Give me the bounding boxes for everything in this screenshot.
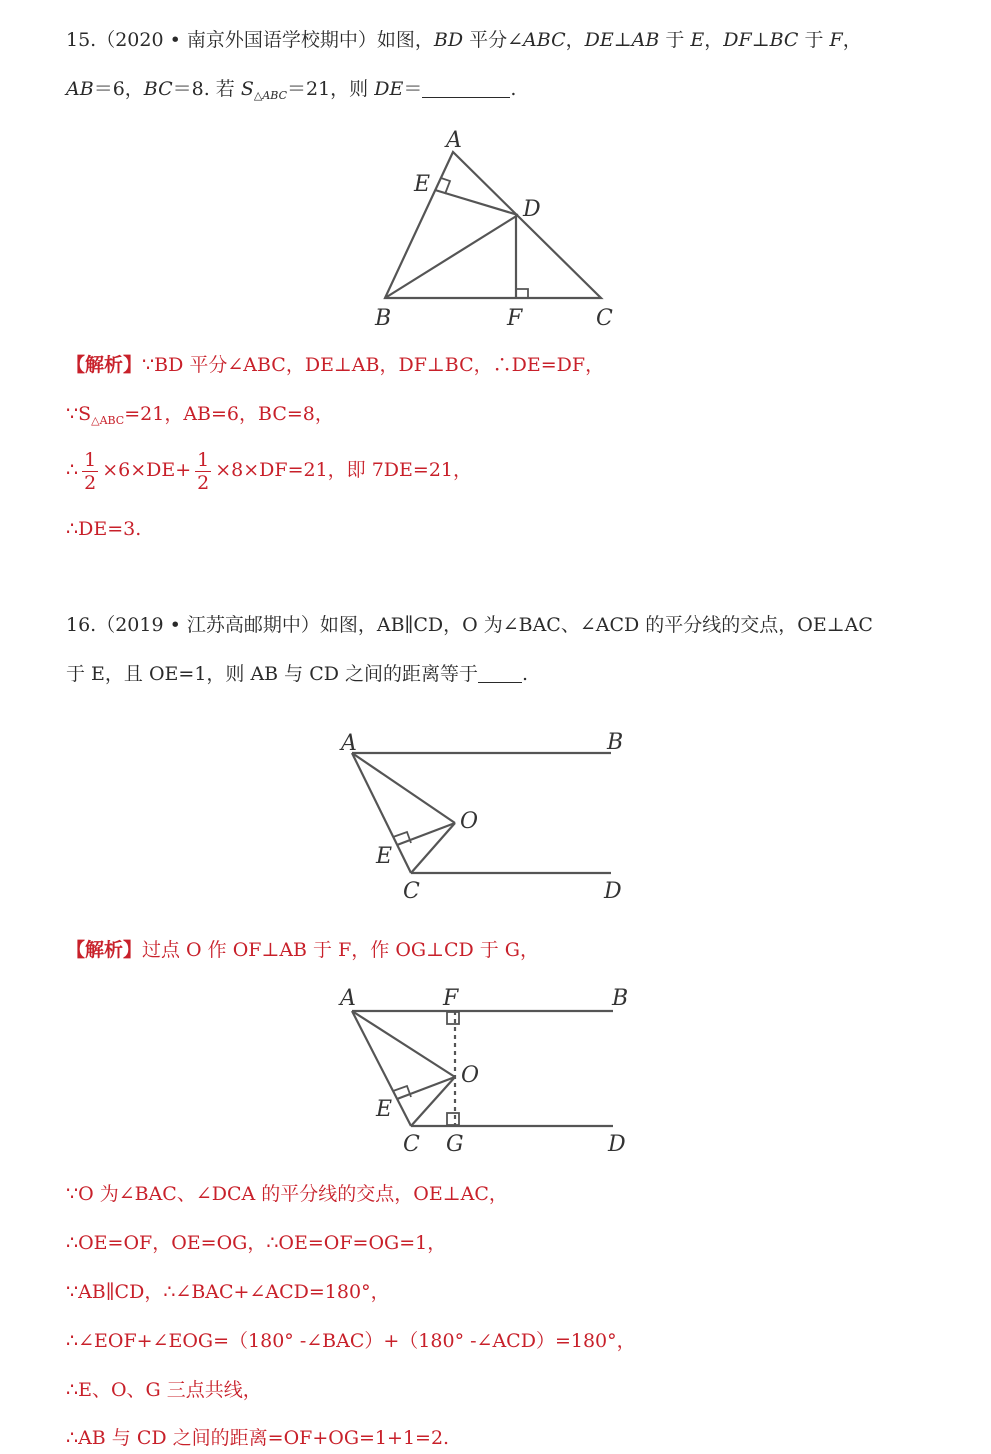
q16s-segment-eo [397, 1077, 455, 1099]
q16-step-1: ∵O 为∠BAC、∠DCA 的平分线的交点，OE⊥AC， [66, 1183, 508, 1205]
q16-step-6: ∴AB 与 CD 之间的距离=OF+OG=1+1=2. [66, 1427, 450, 1449]
q16-solution-tag: 【解析】 [66, 939, 143, 961]
q16-answer-blank [478, 664, 522, 683]
q16-label-b: B [607, 730, 624, 755]
q16-label-o: O [460, 809, 479, 834]
q15-label-d: D [523, 197, 541, 222]
q15-solution-line1: 【解析】∵BD 平分∠ABC，DE⊥AB，DF⊥BC，∴DE=DF， [66, 354, 605, 376]
q16-step-2: ∴OE=OF，OE=OG，∴OE=OF=OG=1， [66, 1232, 447, 1254]
q15-label-b: B [375, 306, 392, 331]
q15-right-angle-f [516, 289, 528, 298]
q16-step-4: ∴∠EOF+∠EOG=（180° -∠BAC）+（180° -∠ACD）=180°， [66, 1330, 636, 1352]
q16-label-e: E [376, 844, 393, 869]
q15-segment-de [435, 190, 518, 215]
q16-source: （2019 • 江苏高邮期中） [96, 614, 320, 636]
q16s-right-angle-g [447, 1113, 459, 1125]
q15-solution-line2: $\because S_{\triangle ABC}=21$，AB=6，BC=8， [66, 403, 334, 427]
q16s-label-e: E [376, 1097, 393, 1122]
q15-solution-tag: 【解析】 [66, 354, 143, 376]
q16s-label-d: D [608, 1132, 626, 1157]
q16-line2: 于 E，且 OE=1，则 AB 与 CD 之间的距离等于 . [66, 663, 529, 685]
q16-segment-co [411, 823, 455, 873]
q16-number: 16. [66, 614, 97, 636]
q16s-label-a: A [340, 986, 356, 1011]
q15-number: 15. [66, 29, 97, 51]
q15-solution-line3: ∴ $\frac{1}{2}$ ×6×DE+ $\frac{1}{2}$ ×8×DF=21，即 7DE=21， [66, 448, 473, 494]
q16s-label-c: C [403, 1132, 420, 1157]
q16-line1: 16.（2019 • 江苏高邮期中）如图，AB∥CD，O 为∠BAC、∠ACD 的平分线的交点，OE⊥AC [66, 614, 873, 636]
q15-answer-blank [422, 79, 510, 98]
q16-right-angle-e [393, 832, 411, 843]
q15-source: （2020 • 南京外国语学校期中） [96, 29, 377, 51]
q15-label-f: F [507, 306, 523, 331]
q16s-segment-ao [352, 1011, 455, 1077]
q15-solution-line4: ∴DE=3. [66, 518, 142, 540]
q15-fraction-2: $\frac{1}{2}$ [197, 448, 210, 494]
q15-fraction-1: $\frac{1}{2}$ [84, 448, 97, 494]
q15-label-c: C [596, 306, 613, 331]
q16s-right-angle-e [393, 1086, 411, 1097]
q16s-label-b: B [612, 986, 629, 1011]
q15-segment-bd [385, 215, 518, 298]
q16-label-c: C [403, 879, 420, 904]
q16-solution-intro: 【解析】过点 O 作 OF⊥AB 于 F，作 OG⊥CD 于 G， [66, 939, 539, 961]
q16-segment-eo [397, 823, 455, 845]
q16-label-d: D [604, 879, 622, 904]
q15-label-e: E [414, 172, 431, 197]
q15-line2: AB＝6，BC＝8. 若 $S_{\triangle ABC}=21$，则 DE＝ . [66, 78, 517, 102]
q16s-segment-ac [352, 1011, 411, 1126]
q16s-label-g: G [446, 1132, 464, 1157]
q16-step-5: ∴E、O、G 三点共线， [66, 1379, 262, 1401]
q16s-label-o: O [461, 1063, 480, 1088]
q15-line1: 15.（2020 • 南京外国语学校期中）如图，BD 平分∠ABC，DE⊥AB 于 E，DF⊥BC 于 F， [66, 29, 862, 51]
q16-segment-ac [352, 753, 411, 873]
q16s-label-f: F [443, 986, 459, 1011]
q16s-segment-co [411, 1077, 455, 1126]
q16s-right-angle-f [447, 1012, 459, 1024]
q16-step-3: ∵AB∥CD，∴∠BAC+∠ACD=180°， [66, 1281, 390, 1303]
q15-triangle-abc [385, 152, 601, 298]
q16-label-a: A [341, 731, 357, 756]
q16-segment-ao [352, 753, 455, 823]
q15-label-a: A [446, 128, 462, 153]
q15-right-angle-e [441, 178, 450, 194]
